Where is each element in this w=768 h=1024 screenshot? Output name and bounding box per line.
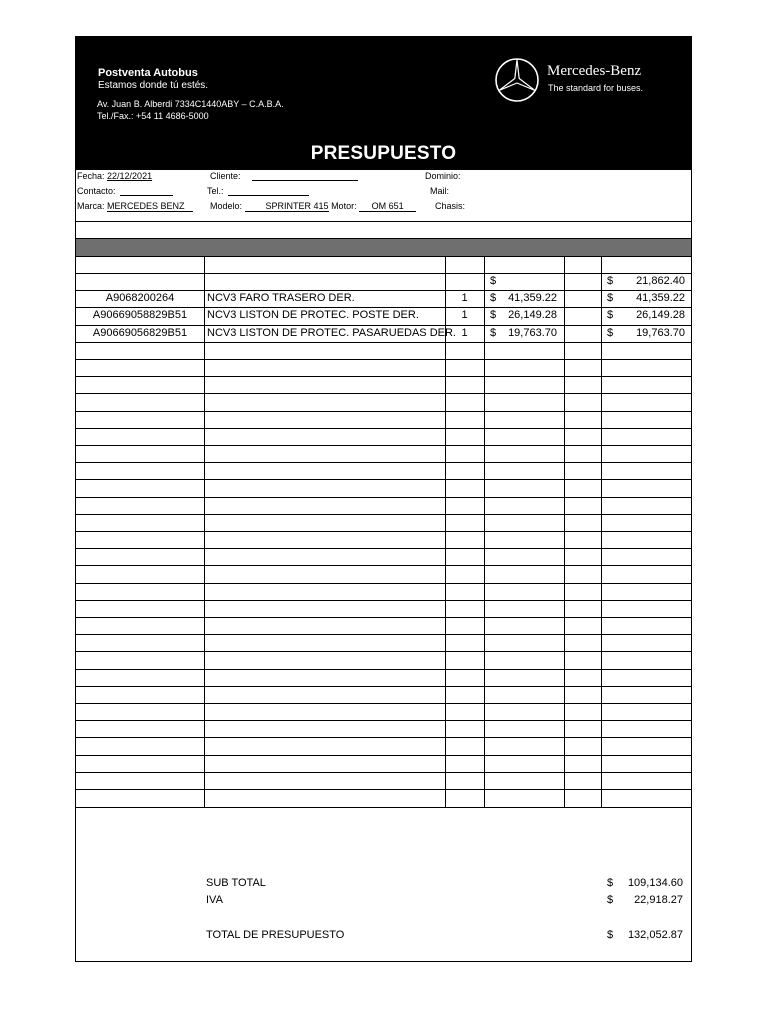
contacto-field xyxy=(77,186,173,196)
item-total-sign: $ xyxy=(607,292,614,304)
item-unit-sign: $ xyxy=(490,327,497,339)
cliente-label: Cliente: xyxy=(210,171,241,181)
company-name: Postventa Autobus xyxy=(98,67,198,79)
marca-value: MERCEDES BENZ xyxy=(107,201,193,212)
row-divider xyxy=(76,720,691,721)
total-label: TOTAL DE PRESUPUESTO xyxy=(206,929,345,941)
col-divider xyxy=(484,256,485,807)
col-divider xyxy=(601,256,602,807)
contacto-label: Contacto: xyxy=(77,186,116,196)
tel-line xyxy=(228,186,309,196)
item-total-sign: $ xyxy=(607,275,614,287)
mercedes-star-logo-icon xyxy=(494,57,540,103)
fecha-value: 22/12/2021 xyxy=(107,171,153,181)
item-unit-price: 41,359.22 xyxy=(508,292,557,304)
col-divider xyxy=(204,256,205,807)
item-unit-price: 26,149.28 xyxy=(508,309,557,321)
item-code: A90669056829B51 xyxy=(92,327,188,339)
item-description: NCV3 LISTON DE PROTEC. POSTE DER. xyxy=(207,309,419,321)
row-divider xyxy=(76,342,691,343)
budget-sheet xyxy=(75,36,692,962)
col-divider xyxy=(564,256,565,807)
page-title: PRESUPUESTO xyxy=(310,143,457,164)
company-address: Av. Juan B. Alberdi 7334C1440ABY – C.A.B.A. xyxy=(97,99,284,109)
row-divider xyxy=(76,411,691,412)
table-header-band xyxy=(76,239,691,256)
subtotal-label: SUB TOTAL xyxy=(206,877,266,889)
row-divider xyxy=(76,703,691,704)
item-unit-price xyxy=(496,273,557,290)
row-divider xyxy=(76,737,691,738)
item-unit-sign: $ xyxy=(490,292,497,304)
row-divider xyxy=(76,686,691,687)
cliente-line xyxy=(252,171,358,181)
row-divider xyxy=(76,256,691,257)
header-banner xyxy=(76,37,691,170)
row-divider xyxy=(76,428,691,429)
row-divider xyxy=(76,669,691,670)
item-qty: 1 xyxy=(461,327,468,339)
cliente-field xyxy=(210,171,358,181)
row-divider xyxy=(76,789,691,790)
row-divider xyxy=(76,462,691,463)
row-divider xyxy=(76,238,691,239)
item-total: 21,862.40 xyxy=(636,275,685,287)
row-divider xyxy=(76,755,691,756)
row-divider xyxy=(76,497,691,498)
item-unit-sign: $ xyxy=(490,309,497,321)
company-phone: Tel./Fax.: +54 11 4686-5000 xyxy=(97,111,209,121)
fecha-label: Fecha: xyxy=(77,171,105,181)
subtotal-sign: $ xyxy=(607,877,614,889)
row-divider xyxy=(76,548,691,549)
info-divider xyxy=(76,221,691,222)
modelo-label: Modelo: xyxy=(210,201,243,211)
item-qty: 1 xyxy=(461,309,468,321)
item-description: NCV3 FARO TRASERO DER. xyxy=(207,292,355,304)
tel-field xyxy=(207,186,309,196)
marca-label: Marca: xyxy=(77,201,105,211)
item-qty: 1 xyxy=(461,292,468,304)
chasis-label: Chasis: xyxy=(435,201,466,211)
dominio-label: Dominio: xyxy=(425,171,461,181)
row-divider xyxy=(76,565,691,566)
row-divider xyxy=(76,479,691,480)
item-total: 41,359.22 xyxy=(636,292,685,304)
row-divider xyxy=(76,376,691,377)
marca-row xyxy=(77,201,193,212)
total-sign: $ xyxy=(607,929,614,941)
item-code xyxy=(76,273,204,290)
row-divider xyxy=(76,617,691,618)
tel-label: Tel.: xyxy=(207,186,224,196)
row-divider xyxy=(76,634,691,635)
modelo-row xyxy=(210,201,416,212)
subtotal-value: 109,134.60 xyxy=(627,877,683,889)
company-slogan: Estamos donde tú estés. xyxy=(98,80,209,91)
item-total: 19,763.70 xyxy=(636,327,685,339)
item-unit-sign: $ xyxy=(490,275,497,287)
mail-label: Mail: xyxy=(430,186,450,196)
item-code: A90669058829B51 xyxy=(92,309,188,321)
row-divider xyxy=(76,514,691,515)
brand-tagline: The standard for buses. xyxy=(548,83,644,93)
row-divider xyxy=(76,531,691,532)
item-unit-price: 19,763.70 xyxy=(508,327,557,339)
brand-name: Mercedes-Benz xyxy=(547,63,642,79)
fecha-row xyxy=(77,171,152,181)
row-divider xyxy=(76,600,691,601)
row-divider xyxy=(76,583,691,584)
iva-sign: $ xyxy=(607,894,614,906)
item-total-sign: $ xyxy=(607,327,614,339)
item-code: A9068200264 xyxy=(105,292,175,304)
motor-label: Motor: xyxy=(331,201,357,211)
iva-value: 22,918.27 xyxy=(634,894,683,906)
row-divider xyxy=(76,393,691,394)
row-divider xyxy=(76,445,691,446)
row-divider xyxy=(76,807,691,808)
contacto-line xyxy=(120,186,173,196)
total-value: 132,052.87 xyxy=(627,929,683,941)
modelo-value: SPRINTER 415 xyxy=(245,201,329,212)
item-description: NCV3 LISTON DE PROTEC. PASARUEDAS DER. xyxy=(207,327,456,339)
iva-label: IVA xyxy=(206,894,223,906)
motor-value: OM 651 xyxy=(359,201,416,212)
row-divider xyxy=(76,772,691,773)
item-total-sign: $ xyxy=(607,309,614,321)
row-divider xyxy=(76,651,691,652)
row-divider xyxy=(76,359,691,360)
item-qty xyxy=(445,273,484,290)
item-total: 26,149.28 xyxy=(636,309,685,321)
